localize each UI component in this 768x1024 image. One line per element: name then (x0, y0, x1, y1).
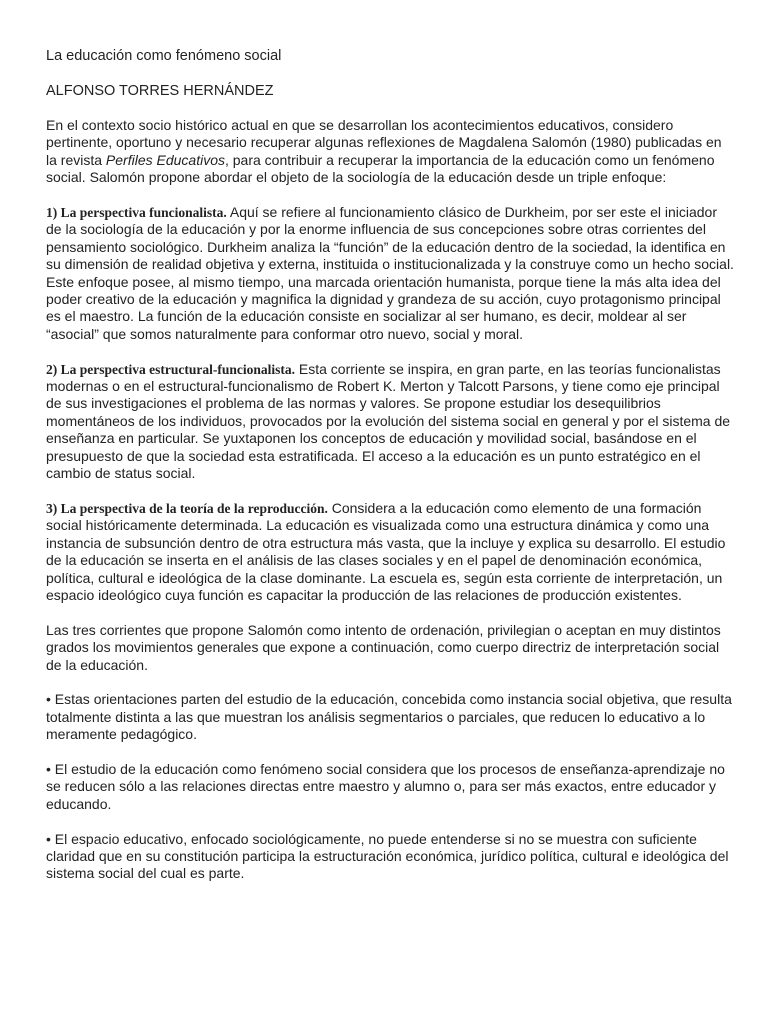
section-text: Esta corriente se inspira, en gran parte, en las teorías funcionalistas modernas o en el estructural-funcionalismo de Robert K. Merton y Talcott Parsons, y tiene como eje principal de sus investigaciones el problema de las normas y valores. Se propone estudiar los desequilibrios momentáneos de los individuos, provocados por la evolución del sistema social en general y por el sistema de enseñanza en particular. Se yuxtaponen los conceptos de educación y movilidad social, basándose en el presupuesto de que la sociedad esta estratificada. El acceso a la educación es un punto estratégico en el cambio de status social. (46, 360, 731, 482)
journal-name: Perfiles Educativos (105, 151, 225, 168)
document-author: ALFONSO TORRES HERNÁNDEZ (46, 83, 274, 99)
document-title: La educación como fenómeno social (46, 48, 282, 64)
section-text: Considera a la educación como elemento de una formación social históricamente determinada. La educación es visualizada como una estructura dinámica y como una instancia de subsunción dentro de otra estructura más vasta, que la incluye y explica su desarrollo. El estudio de la educación se inserta en el análisis de las clases sociales y en el papel de denominación económica, política, cultural e ideológica de la clase dominante. La escuela es, según esta corriente de interpretación, un espacio ideológico cuya función es capacitar la producción de las relaciones de producción existentes. (46, 499, 726, 603)
bullet-paragraph: • El estudio de la educación como fenómeno social considera que los procesos de enseñanza-aprendizaje no se reducen sólo a las relaciones directas entre maestro y alumno o, para ser más exactos, entre educador y educando. (46, 760, 725, 812)
section-heading: 1) La perspectiva funcionalista. (46, 205, 227, 221)
section-heading: 2) La perspectiva estructural-funcionalista. (46, 361, 295, 377)
intro-paragraph (46, 117, 736, 187)
section-heading: 3) La perspectiva de la teoría de la reproducción. (46, 500, 328, 516)
section-reproduction-theory (46, 500, 736, 604)
bullet-paragraph: • El espacio educativo, enfocado sociológicamente, no puede entenderse si no se muestra con suficiente claridad que en su constitución participa la estructuración económica, jurídico política, cultural e ideológica del sistema social del cual es parte. (46, 830, 729, 882)
summary-paragraph: Las tres corrientes que propone Salomón como intento de ordenación, privilegian o aceptan en muy distintos grados los movimientos generales que expone a continuación, como cuerpo directriz de interpretación social de la educación. (46, 621, 721, 673)
bullet-paragraph: • Estas orientaciones parten del estudio de la educación, concebida como instancia social objetiva, que resulta totalmente distinta a las que muestran los análisis segmentarios o parciales, que reducen lo educativo a lo meramente pedagógico. (46, 691, 732, 743)
section-functionalist (46, 204, 736, 343)
intro-text-end: , para contribuir a recuperar la importancia de la educación como un fenómeno social. Salomón propone abordar el objeto de la sociología de la educación desde un triple enfoque: (46, 151, 715, 186)
document-page (46, 47, 736, 900)
section-structural-functionalist (46, 361, 736, 483)
section-text: Aquí se refiere al funcionamiento clásico de Durkheim, por ser este el iniciador de la sociología de la educación y por la enorme influencia de sus concepciones sobre otras corrientes del pensamiento sociológico. Durkheim analiza la “función” de la educación dentro de la sociedad, la identifica en su dimensión de realidad objetiva y externa, instituida o institucionalizada y la construye como un hecho social. Este enfoque posee, al mismo tiempo, una marcada orientación humanista, porque tiene la más alta idea del poder creativo de la educación y magnifica la dignidad y grandeza de su acción, cuyo protagonismo principal es el maestro. La función de la educación consiste en socializar al ser humano, es decir, moldear al ser “asocial” que somos naturalmente para conformar otro nuevo, social y moral. (46, 204, 734, 342)
intro-text-start: En el contexto socio histórico actual en que se desarrollan los acontecimientos educativos, considero pertinente, oportuno y necesario recuperar algunas reflexiones de Magdalena Salomón (1980) publicadas en la revista (46, 117, 722, 168)
